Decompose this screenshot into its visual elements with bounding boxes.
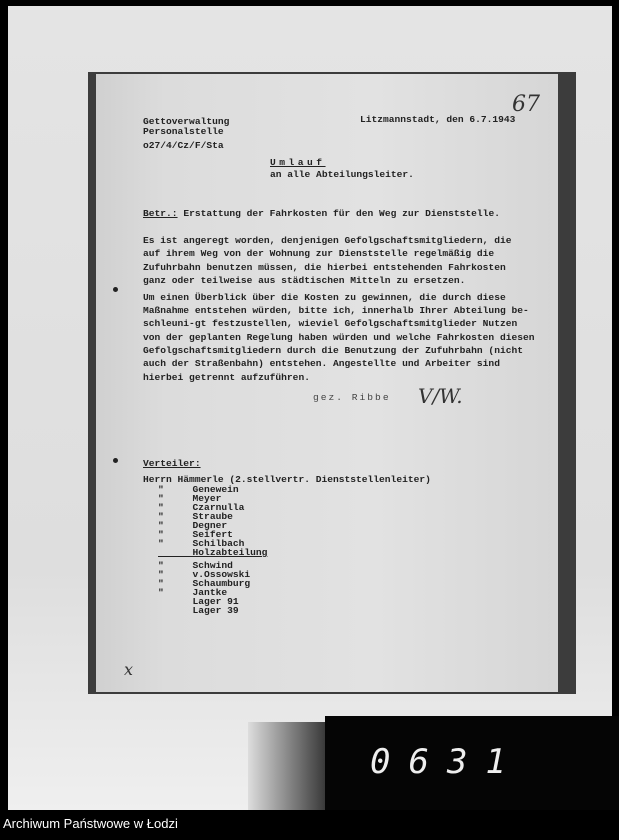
- counter-shadow: [248, 722, 328, 810]
- distribution-item: " Genewein: [158, 484, 239, 495]
- subject-label: Betr.:: [143, 208, 178, 219]
- distribution-item: Lager 91: [158, 596, 239, 607]
- place-date: Litzmannstadt, den 6.7.1943: [360, 114, 516, 125]
- distribution-item: Lager 39: [158, 605, 239, 616]
- margin-mark: x: [124, 660, 134, 679]
- distribution-item: Holzabteilung: [158, 547, 268, 558]
- document-subtitle: an alle Abteilungsleiter.: [270, 169, 414, 180]
- distribution-item: " Straube: [158, 511, 233, 522]
- distribution-label: Verteiler:: [143, 458, 201, 469]
- paragraph-line: ganz oder teilweise aus städtischen Mitteln zu ersetzen.: [143, 275, 466, 286]
- distribution-item: " Schilbach: [158, 538, 245, 549]
- distribution-item: " Jantke: [158, 587, 228, 598]
- paragraph-line: auf ihrem Weg von der Wohnung zur Dienststelle regelmäßig die: [143, 248, 495, 259]
- distribution-item: Herrn Hämmerle (2.stellvertr. Dienststellenleiter): [143, 474, 431, 485]
- paragraph-line: Es ist angeregt worden, denjenigen Gefolgschaftsmitgliedern, die: [143, 235, 512, 246]
- archive-caption: Archiwum Państwowe w Łodzi: [3, 816, 178, 831]
- distribution-item: " Schaumburg: [158, 578, 251, 589]
- signature-initials: V/W.: [418, 384, 463, 408]
- distribution-item: " Schwind: [158, 560, 233, 571]
- punch-hole: [113, 458, 118, 463]
- paragraph-line: schleuni-gt festzustellen, wieviel Gefolgschaftsmitglieder Nutzen: [143, 318, 518, 329]
- handwritten-folio: 67: [512, 92, 540, 117]
- distribution-item: " Meyer: [158, 493, 222, 504]
- paragraph-line: hierbei getrennt aufzuführen.: [143, 372, 310, 383]
- subject-line: [143, 208, 500, 219]
- paragraph-line: Maßnahme entstehen würden, bitte ich, innerhalb Ihrer Abteilung be-: [143, 305, 529, 316]
- subject-text: Erstattung der Fahrkosten für den Weg zur Dienststelle.: [183, 208, 500, 219]
- distribution-item: " Degner: [158, 520, 228, 531]
- paragraph-line: Um einen Überblick über die Kosten zu gewinnen, die durch diese: [143, 292, 506, 303]
- paragraph-line: Gefolgschaftsmitgliedern durch die Benutzung der Zufuhrbahn (nicht: [143, 345, 523, 356]
- sender-reference: o27/4/Cz/F/Sta: [143, 140, 224, 151]
- frame-counter: 0631: [370, 742, 524, 782]
- sender-line: Personalstelle: [143, 126, 224, 137]
- sender-line: Gettoverwaltung: [143, 116, 230, 127]
- signature-typed: gez. Ribbe: [313, 392, 391, 403]
- distribution-item: " v.Ossowski: [158, 569, 251, 580]
- paragraph-line: auch der Straßenbahn) entstehen. Angestellte und Arbeiter sind: [143, 358, 500, 369]
- distribution-item: " Seifert: [158, 529, 233, 540]
- paragraph-line: Zufuhrbahn benutzen müssen, die hierbei entstehenden Fahrkosten: [143, 262, 506, 273]
- paragraph-line: von der geplanten Regelung haben würden und welche Fahrkosten diesen: [143, 332, 535, 343]
- punch-hole: [113, 287, 118, 292]
- distribution-item: " Czarnulla: [158, 502, 245, 513]
- document-title: Umlauf: [270, 157, 326, 168]
